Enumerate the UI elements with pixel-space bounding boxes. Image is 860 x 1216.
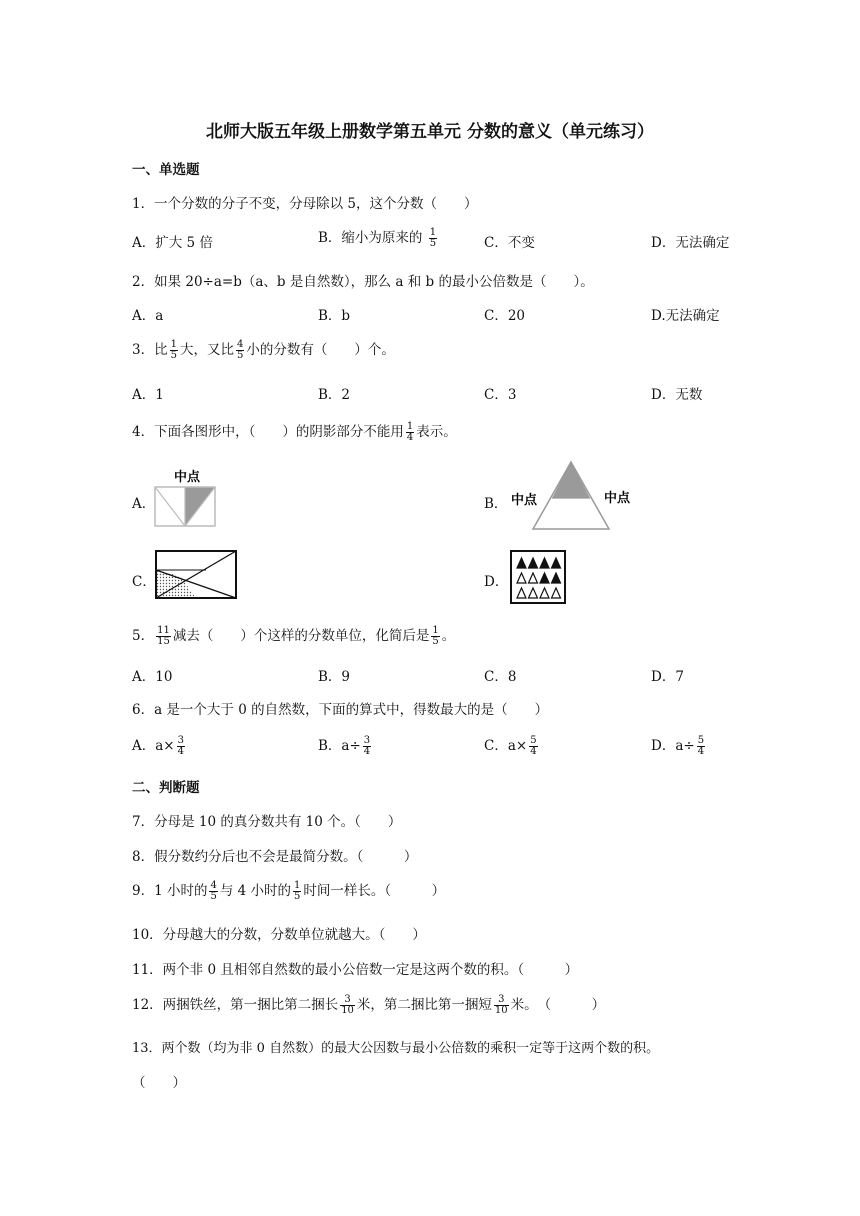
fraction — [170, 340, 178, 362]
question-1-text: 1．一个分数的分子不变，分母除以 5，这个分数（ ） — [132, 196, 478, 212]
text-segment: 小的分数有（ ）个。 — [246, 342, 395, 358]
denominator: 10 — [494, 1005, 508, 1016]
question-12-text — [132, 993, 605, 1017]
midpoint-label: 中点 — [174, 470, 201, 485]
question-9-text — [132, 879, 445, 903]
fraction — [529, 736, 537, 758]
numerator: 4 — [236, 338, 244, 350]
denominator: 5 — [236, 350, 244, 361]
text-segment: A．a× — [132, 738, 175, 754]
question-7-text: 7．分母是 10 的真分数共有 10 个。（ ） — [132, 814, 402, 830]
question-5-option-c: C．8 — [484, 669, 517, 685]
question-4-option-d-label: D． — [484, 574, 509, 590]
denominator: 5 — [210, 891, 217, 902]
question-1-option-d: D．无法确定 — [651, 235, 730, 251]
denominator: 5 — [170, 350, 177, 361]
question-2-option-c: C．20 — [484, 308, 526, 324]
question-4-option-a-label: A． — [132, 496, 156, 512]
question-5-text — [132, 624, 455, 648]
grid-triangle — [517, 573, 526, 583]
question-3-option-a: A．1 — [132, 387, 164, 403]
numerator: 3 — [494, 995, 509, 1007]
numerator: 1 — [406, 420, 414, 432]
question-11-text: 11．两个非 0 且相邻自然数的最小公倍数一定是这两个数的积。（ ） — [132, 962, 579, 978]
numerator: 5 — [697, 734, 705, 746]
denominator: 4 — [177, 746, 184, 757]
question-4-option-c-label: C． — [132, 574, 156, 590]
question-8-text: 8．假分数约分后也不会是最简分数。（ ） — [132, 849, 418, 865]
question-2-option-d: D.无法确定 — [651, 308, 720, 324]
question-4-text — [132, 420, 457, 444]
figure-c-rectangle — [150, 546, 242, 604]
text-segment: B．a÷ — [318, 738, 361, 754]
text-segment: 3．比 — [132, 342, 168, 358]
question-1-option-a: A．扩大 5 倍 — [132, 235, 213, 251]
figure-d-triangle-grid — [508, 548, 570, 606]
question-1-option-b — [318, 226, 439, 250]
text-segment: 4．下面各图形中，（ ）的阴影部分不能用 — [132, 424, 404, 440]
grid-triangle — [540, 588, 549, 598]
fraction — [209, 881, 217, 903]
question-3-option-b: B．2 — [318, 387, 351, 403]
text-segment: D．a÷ — [651, 738, 695, 754]
text-segment: 米。 （ ） — [510, 997, 606, 1013]
text-segment: 时间一样长。（ ） — [303, 883, 446, 899]
fraction — [177, 736, 185, 758]
numerator: 5 — [530, 734, 537, 746]
midpoint-label: 中点 — [604, 491, 631, 506]
grid-triangle — [552, 588, 561, 598]
grid-triangle — [540, 573, 549, 583]
question-13-answer-blank: （ ） — [132, 1075, 186, 1091]
fraction — [406, 422, 414, 444]
question-10-text: 10．分母越大的分数，分数单位就越大。（ ） — [132, 927, 426, 943]
text-segment: 与 4 小时的 — [219, 883, 292, 899]
text-segment: 9．1 小时的 — [132, 883, 208, 899]
fraction — [340, 995, 355, 1017]
midpoint-label: 中点 — [511, 493, 538, 508]
text-segment: 表示。 — [416, 424, 457, 440]
numerator: 3 — [340, 995, 355, 1007]
question-2-option-a: A．a — [132, 308, 164, 324]
numerator: 3 — [177, 734, 184, 746]
text-segment: 。 — [441, 628, 456, 644]
denominator: 4 — [530, 746, 537, 757]
question-1-option-b-label: B．缩小为原来的 — [318, 230, 423, 246]
fraction — [429, 228, 437, 250]
question-6-option-c — [484, 734, 540, 758]
numerator: 1 — [429, 226, 437, 238]
denominator: 5 — [432, 636, 439, 647]
question-2-text: 2．如果 20÷a=b（a、b 是自然数），那么 a 和 b 的最小公倍数是（ ）。 — [132, 274, 594, 290]
numerator: 1 — [170, 338, 177, 350]
grid-triangle — [517, 558, 526, 568]
grid-triangle — [517, 588, 526, 598]
grid-triangle — [529, 558, 538, 568]
denominator: 4 — [363, 746, 371, 757]
fraction — [293, 881, 301, 903]
fraction — [156, 626, 171, 648]
fraction — [697, 736, 705, 758]
grid-triangle — [540, 558, 549, 568]
text-segment: 5． — [132, 628, 155, 644]
denominator: 5 — [294, 891, 301, 902]
question-6-option-b — [318, 734, 373, 758]
fraction — [431, 626, 439, 648]
numerator: 11 — [157, 624, 170, 636]
question-4-option-b-label: B． — [484, 496, 508, 512]
denominator: 5 — [429, 238, 437, 249]
numerator: 4 — [210, 879, 217, 891]
fraction — [363, 736, 371, 758]
fraction — [494, 995, 509, 1017]
text-segment: C．a× — [484, 738, 528, 754]
question-5-option-b: B．9 — [318, 669, 351, 685]
section-heading-judgement: 二、判断题 — [132, 780, 200, 796]
question-5-option-a: A．10 — [132, 669, 173, 685]
question-1-option-c: C．不变 — [484, 235, 535, 251]
denominator: 10 — [341, 1005, 354, 1016]
text-segment: 米，第二捆比第一捆短 — [356, 997, 492, 1013]
section-heading-single-choice: 一、单选题 — [132, 162, 200, 178]
text-segment: 减去（ ）个这样的分数单位，化简后是 — [172, 628, 430, 644]
numerator: 3 — [363, 734, 371, 746]
page-title: 北师大版五年级上册数学第五单元 分数的意义（单元练习） — [206, 122, 654, 142]
question-6-text: 6．a 是一个大于 0 的自然数，下面的算式中，得数最大的是（ ） — [132, 702, 549, 718]
denominator: 4 — [406, 432, 414, 443]
question-13-text: 13．两个数（均为非 0 自然数）的最大公因数与最小公倍数的乘积一定等于这两个数的积。 — [132, 1041, 660, 1056]
question-3-option-d: D．无数 — [651, 387, 703, 403]
fraction — [236, 340, 244, 362]
shaded-region — [552, 462, 590, 498]
question-3-text — [132, 338, 395, 362]
text-segment: 大，又比 — [179, 342, 234, 358]
diagonal — [155, 487, 185, 526]
text-segment: 12．两捆铁丝，第一捆比第二捆长 — [132, 997, 339, 1013]
figure-a-square — [150, 464, 222, 530]
question-5-option-d: D．7 — [651, 669, 684, 685]
grid-triangle — [552, 558, 561, 568]
question-6-option-a — [132, 734, 187, 758]
grid-triangle — [552, 573, 561, 583]
figure-b-triangle — [505, 458, 645, 532]
question-6-option-d — [651, 734, 707, 758]
denominator: 15 — [157, 636, 170, 647]
numerator: 1 — [294, 879, 301, 891]
question-2-option-b: B．b — [318, 308, 351, 324]
grid-triangle — [529, 573, 538, 583]
numerator: 1 — [432, 624, 439, 636]
denominator: 4 — [697, 746, 705, 757]
grid-triangle — [529, 588, 538, 598]
question-3-option-c: C．3 — [484, 387, 517, 403]
